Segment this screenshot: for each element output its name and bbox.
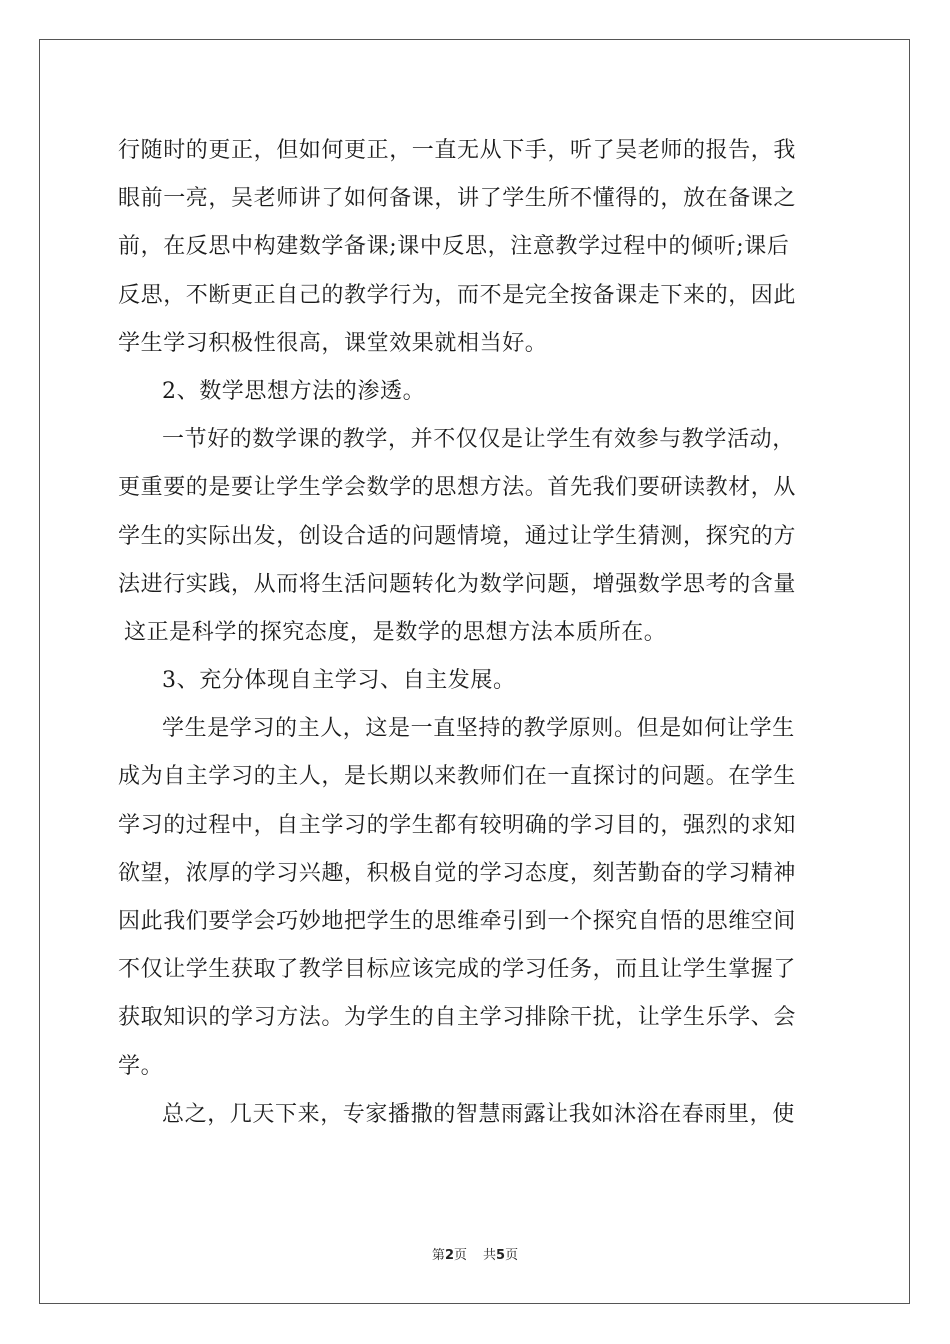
text-line: 一节好的数学课的教学，并不仅仅是让学生有效参与教学活动， — [162, 427, 795, 453]
text-line: 反思，不断更正自己的教学行为，而不是完全按备课走下来的，因此 — [118, 282, 797, 308]
total-label-suffix: 页 — [505, 1248, 519, 1263]
total-label-prefix: 共 — [483, 1248, 497, 1263]
text-line: 学习的过程中，自主学习的学生都有较明确的学习目的，强烈的求知 — [118, 812, 797, 838]
text-line: 学。 — [118, 1053, 164, 1079]
text-line: 更重要的是要让学生学会数学的思想方法。首先我们要研读教材，从 — [118, 475, 797, 501]
page-number: 2 — [444, 1248, 454, 1263]
section-heading: 2、数学思想方法的渗透。 — [162, 378, 426, 404]
text-line: 不仅让学生获取了教学目标应该完成的学习任务，而且让学生掌握了 — [118, 957, 797, 983]
text-line: 前，在反思中构建数学备课;课中反思，注意教学过程中的倾听;课后 — [118, 234, 790, 260]
document-body — [118, 127, 838, 1139]
text-line: 学生学习积极性很高，课堂效果就相当好。 — [118, 330, 548, 356]
text-line: 成为自主学习的主人，是长期以来教师们在一直探讨的问题。在学生 — [118, 764, 797, 790]
text-line: 获取知识的学习方法。为学生的自主学习排除干扰，让学生乐学、会 — [118, 1005, 797, 1031]
text-line: 眼前一亮，吴老师讲了如何备课，讲了学生所不懂得的，放在备课之 — [118, 186, 797, 212]
text-line: 学生是学习的主人，这是一直坚持的教学原则。但是如何让学生 — [162, 716, 795, 742]
section-heading: 3、充分体现自主学习、自主发展。 — [162, 668, 516, 694]
text-line: 总之，几天下来，专家播撒的智慧雨露让我如沐浴在春雨里，使 — [162, 1101, 795, 1127]
text-line: 因此我们要学会巧妙地把学生的思维牵引到一个探究自悟的思维空间 — [118, 909, 797, 934]
text-line: 行随时的更正，但如何更正，一直无从下手，听了吴老师的报告，我 — [118, 138, 797, 163]
total-pages: 5 — [496, 1248, 506, 1263]
text-line: 学生的实际出发，创设合适的问题情境，通过让学生猜测，探究的方 — [118, 523, 797, 549]
page-label-suffix: 页 — [453, 1248, 467, 1263]
page-footer — [0, 1244, 950, 1263]
page-label-prefix: 第 — [431, 1248, 445, 1263]
text-line: 欲望，浓厚的学习兴趣，积极自觉的学习态度，刻苦勤奋的学习精神 — [118, 860, 797, 886]
text-line: 这正是科学的探究态度，是数学的思想方法本质所在。 — [124, 619, 667, 645]
text-line: 法进行实践，从而将生活问题转化为数学问题，增强数学思考的含量 — [118, 571, 797, 597]
